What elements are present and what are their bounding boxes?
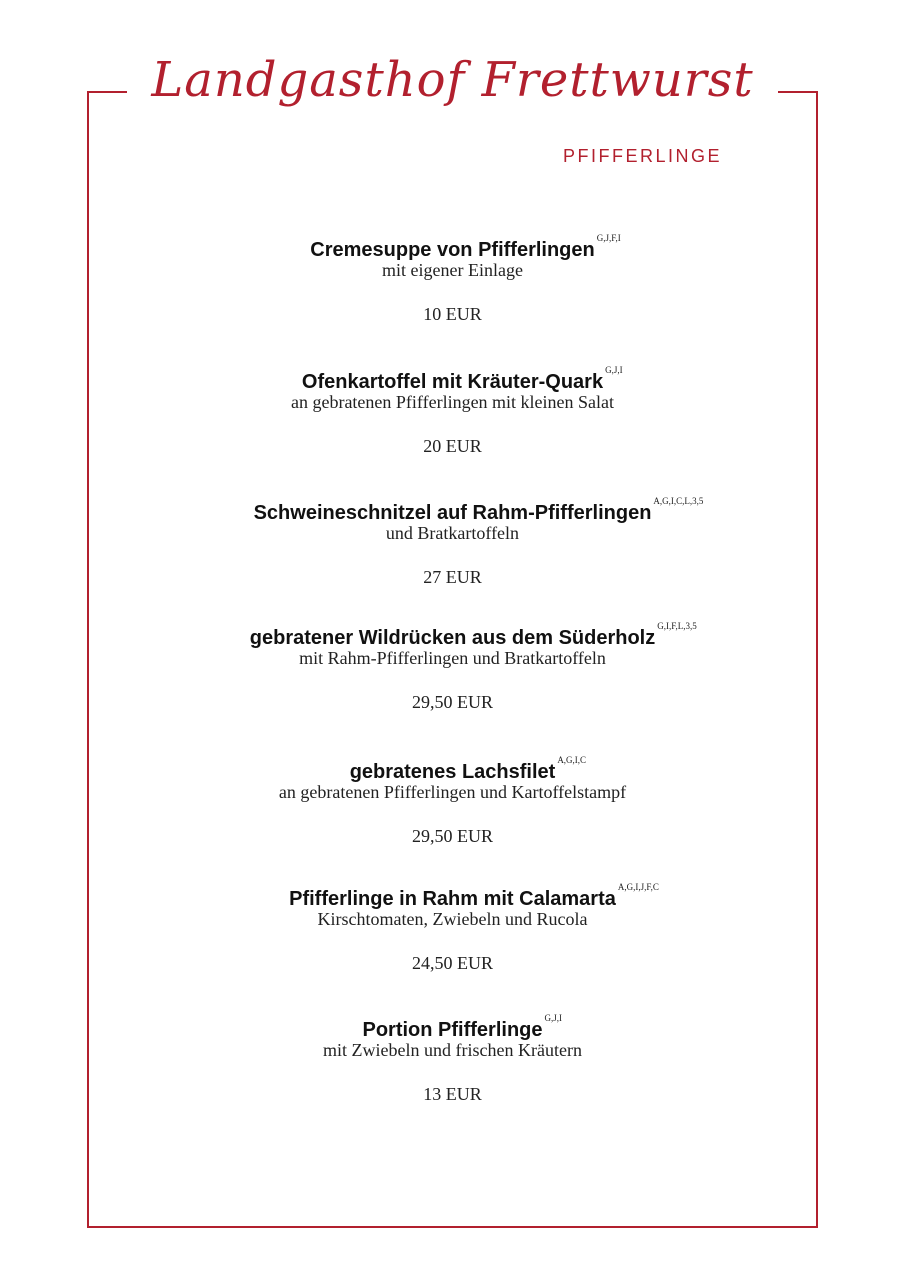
dish-price: 24,50 EUR (412, 953, 493, 973)
dish-name: Portion Pfifferlinge G,J,I (363, 1018, 543, 1042)
dish-description: an gebratenen Pfifferlingen und Kartoffelstampf (278, 782, 627, 802)
frame-bottom-border (87, 1226, 818, 1228)
allergen-codes: G,J,I (544, 1013, 562, 1023)
dish-description: und Bratkartoffeln (385, 523, 520, 543)
frame-top-left-segment (87, 91, 127, 93)
menu-item (110, 882, 795, 973)
allergen-codes: A,G,I,J,F,C (617, 882, 659, 892)
dish-name: Ofenkartoffel mit Kräuter-Quark G,J,I (302, 370, 603, 394)
allergen-codes: A,G,I,C,L,3,5 (653, 496, 704, 506)
menu-item (110, 621, 795, 712)
menu-item (110, 365, 795, 456)
dish-name: gebratener Wildrücken aus dem Süderholz G,I,F,L,3,5 (250, 626, 655, 650)
dish-price: 27 EUR (423, 567, 482, 587)
dish-description: Kirschtomaten, Zwiebeln und Rucola (317, 909, 588, 929)
dish-name: Cremesuppe von Pfifferlingen G,J,F,I (310, 238, 595, 262)
restaurant-name: Landgasthof Frettwurst (151, 52, 754, 108)
dish-price: 13 EUR (423, 1084, 482, 1104)
dish-price: 10 EUR (423, 304, 482, 324)
menu-item (110, 233, 795, 324)
dish-price: 29,50 EUR (412, 826, 493, 846)
dish-price: 29,50 EUR (412, 692, 493, 712)
dish-name: Schweineschnitzel auf Rahm-Pfifferlingen A,G,I,C,L,3,5 (254, 501, 652, 525)
allergen-codes: A,G,I,C (557, 755, 587, 765)
menu-item (110, 755, 795, 846)
dish-description: an gebratenen Pfifferlingen mit kleinen Salat (290, 392, 615, 412)
frame-right-border (816, 91, 818, 1228)
frame-top-right-segment (778, 91, 818, 93)
allergen-codes: G,J,I (605, 365, 623, 375)
dish-name: Pfifferlinge in Rahm mit Calamarta A,G,I,J,F,C (289, 887, 616, 911)
dish-description: mit eigener Einlage (382, 260, 523, 280)
frame-left-border (87, 91, 89, 1228)
menu-item (110, 1013, 795, 1104)
allergen-codes: G,I,F,L,3,5 (657, 621, 697, 631)
allergen-codes: G,J,F,I (596, 233, 621, 243)
dish-description: mit Zwiebeln und frischen Kräutern (323, 1040, 582, 1060)
dish-price: 20 EUR (423, 436, 482, 456)
section-title: PFIFFERLINGE (562, 146, 722, 166)
dish-name: gebratenes Lachsfilet A,G,I,C (350, 760, 556, 784)
dish-description: mit Rahm-Pfifferlingen und Bratkartoffeln (299, 648, 606, 668)
menu-item (110, 496, 795, 587)
